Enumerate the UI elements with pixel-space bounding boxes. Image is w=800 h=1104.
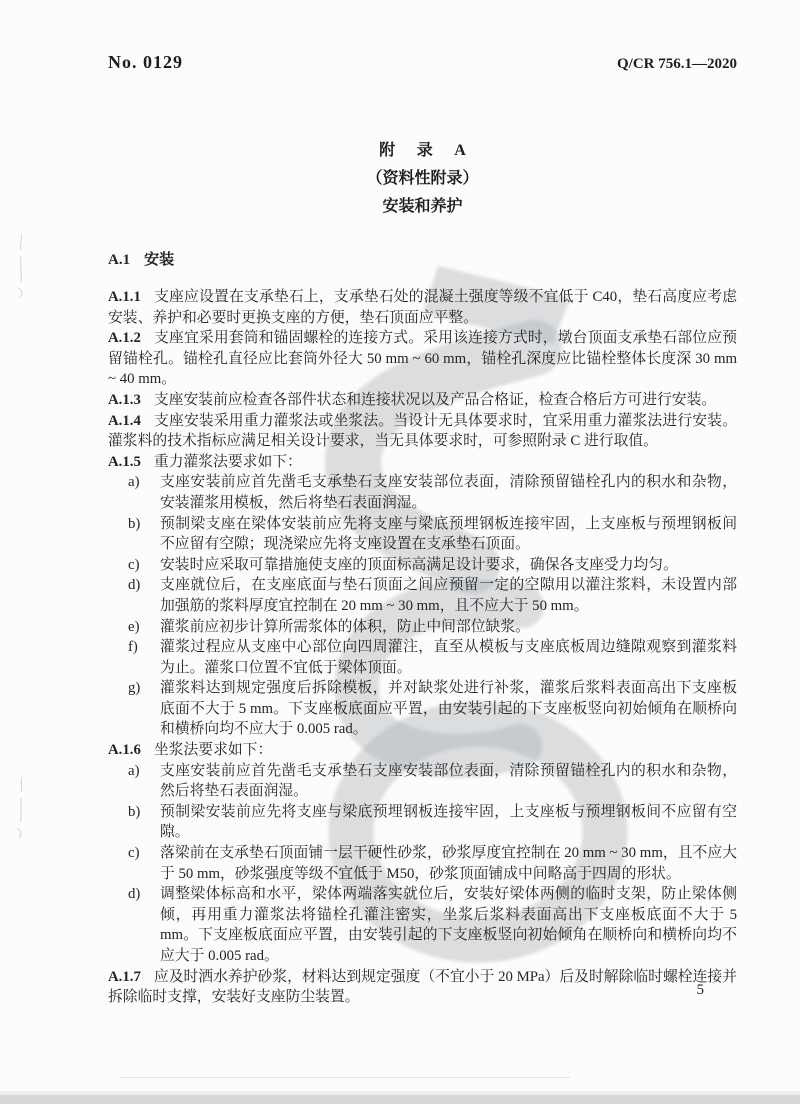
appendix-type-note: （资料性附录）	[366, 170, 479, 187]
list-item-text: 灌浆料达到规定强度后拆除模板，并对缺浆处进行补浆，灌浆后浆料表面高出下支座板底面不大于 5 mm。下支座板底面应平置，由安装引起的下支座板竖向初始倾角在顺桥向和横桥向均不应大于 0.005 rad。	[160, 680, 737, 738]
body-text	[108, 287, 737, 1008]
paragraph-number: A.1.2	[108, 330, 141, 347]
list-marker: b)	[128, 515, 141, 532]
paragraph-text: 支座安装前应检查各部件状态和连接状况以及产品合格证，检查合格后方可进行安装。	[153, 391, 717, 408]
appendix-title: 附 录 A	[379, 142, 475, 159]
list-marker: d)	[128, 886, 141, 903]
list-item	[108, 843, 737, 884]
scan-edge-line	[120, 1077, 570, 1078]
list-marker: f)	[128, 639, 138, 656]
list-item-text: 灌浆前应初步计算所需浆体的体积，防止中间部位缺浆。	[160, 618, 530, 635]
list-item-text: 调整梁体标高和水平，梁体两端落实就位后，安装好梁体两侧的临时支架，防止梁体侧倾，再用重力灌浆法将锚栓孔灌注密实，坐浆后浆料表面高出下支座板底面不大于 5 mm。下支座板底面应平置，由安装引起的下支座板竖向初始倾角在顺桥向和横桥向均不应大于 0.005 rad。	[160, 886, 737, 964]
paragraph-number: A.1.3	[108, 391, 141, 408]
appendix-title-block	[108, 137, 737, 221]
section-heading	[108, 249, 737, 271]
paragraph-number: A.1.5	[108, 453, 141, 470]
section-label: 安装	[144, 252, 175, 268]
paragraph-text: 重力灌浆法要求如下：	[153, 453, 302, 470]
list-item-text: 灌浆过程应从支座中心部位向四周灌注，直至从模板与支座底板周边缝隙观察到灌浆料为止。灌浆口位置不宜低于梁体顶面。	[160, 639, 737, 676]
list-marker: c)	[128, 556, 140, 573]
list-marker: d)	[128, 577, 141, 594]
list-marker: b)	[128, 803, 141, 820]
page-content	[108, 0, 737, 1008]
paragraph-a17	[108, 967, 737, 1008]
paragraph-number: A.1.4	[108, 412, 141, 429]
list-item	[108, 472, 737, 513]
list-marker: g)	[128, 680, 141, 697]
paragraph-text: 坐浆法要求如下：	[153, 742, 273, 759]
paragraph-number: A.1.6	[108, 742, 141, 759]
list-item	[108, 761, 737, 802]
list-item-text: 安装时应采取可靠措施使支座的顶面标高满足设计要求，确保各支座受力均匀。	[160, 556, 678, 573]
list-item	[108, 884, 737, 966]
list-item-text: 支座安装前应首先凿毛支承垫石支座安装部位表面，清除预留锚栓孔内的积水和杂物，然后将垫石表面润湿。	[160, 762, 737, 800]
list-marker: a)	[128, 762, 140, 779]
standard-code: Q/CR 756.1—2020	[617, 56, 737, 72]
paragraph-a13	[108, 390, 737, 411]
list-item	[108, 617, 737, 638]
paragraph-text: 支座宜采用套筒和锚固螺栓的连接方式。采用该连接方式时，墩台顶面支承垫石部位应预留锚栓孔。锚栓孔直径应比套筒外径大 50 mm ~ 60 mm，锚栓孔深度应比锚栓整体长度深 30 mm ~ 40 mm。	[108, 330, 737, 388]
paragraph-text: 应及时洒水养护砂浆，材料达到规定强度（不宜小于 20 MPa）后及时解除临时螺栓连接并拆除临时支撑，安装好支座防尘装置。	[108, 968, 737, 1006]
paragraph-a14	[108, 411, 737, 452]
paragraph-text: 支座应设置在支承垫石上，支承垫石处的混凝土强度等级不宜低于 C40，垫石高度应考虑安装、养护和必要时更换支座的方便，垫石顶面应平整。	[108, 289, 737, 326]
paragraph-number: A.1.7	[108, 968, 141, 985]
scan-mark-lower-left	[12, 774, 30, 844]
paragraph-number: A.1.1	[108, 289, 141, 305]
paragraph-a15	[108, 452, 737, 473]
list-item-text: 支座安装前应首先凿毛支承垫石支座安装部位表面，清除预留锚栓孔内的积水和杂物，安装灌浆用模板，然后将垫石表面润湿。	[160, 474, 737, 511]
paragraph-a12	[108, 328, 737, 390]
list-item	[108, 637, 737, 678]
list-item	[108, 802, 737, 843]
list-item-text: 落梁前在支承垫石顶面铺一层干硬性砂浆，砂浆厚度宜控制在 20 mm ~ 30 mm，且不应大于 50 mm，砂浆强度等级不宜低于 M50，砂浆顶面铺成中间略高于四周的形状。	[160, 845, 737, 882]
scan-mark-upper-left	[12, 230, 30, 300]
list-item-text: 预制梁安装前应先将支座与梁底预埋钢板连接牢固，上支座板与预埋钢板间不应留有空隙。	[160, 803, 737, 841]
page-header	[108, 0, 737, 73]
list-marker: c)	[128, 845, 140, 862]
page-number: 5	[696, 982, 704, 998]
document-number-stamp: No. 0129	[108, 52, 183, 72]
bottom-edge-shadow	[0, 1095, 800, 1104]
paragraph-a11	[108, 287, 737, 328]
list-item	[108, 514, 737, 555]
list-item	[108, 555, 737, 576]
list-item-text: 预制梁支座在梁体安装前应先将支座与梁底预埋钢板连接牢固，上支座板与预埋钢板间不应留有空隙；现浇梁应先将支座设置在支承垫石顶面。	[160, 515, 737, 553]
appendix-subject: 安装和养护	[382, 198, 463, 215]
paragraph-a16	[108, 740, 737, 761]
list-item	[108, 678, 737, 740]
list-item	[108, 575, 737, 616]
list-marker: a)	[128, 474, 140, 491]
section-number: A.1	[108, 252, 131, 268]
paragraph-text: 支座安装采用重力灌浆法或坐浆法。当设计无具体要求时，宜采用重力灌浆法进行安装。灌浆料的技术指标应满足相关设计要求，当无具体要求时，可参照附录 C 进行取值。	[108, 412, 737, 450]
list-marker: e)	[128, 618, 140, 635]
list-item-text: 支座就位后，在支座底面与垫石顶面之间应预留一定的空隙用以灌注浆料，未设置内部加强筋的浆料厚度宜控制在 20 mm ~ 30 mm，且不应大于 50 mm。	[160, 577, 737, 614]
